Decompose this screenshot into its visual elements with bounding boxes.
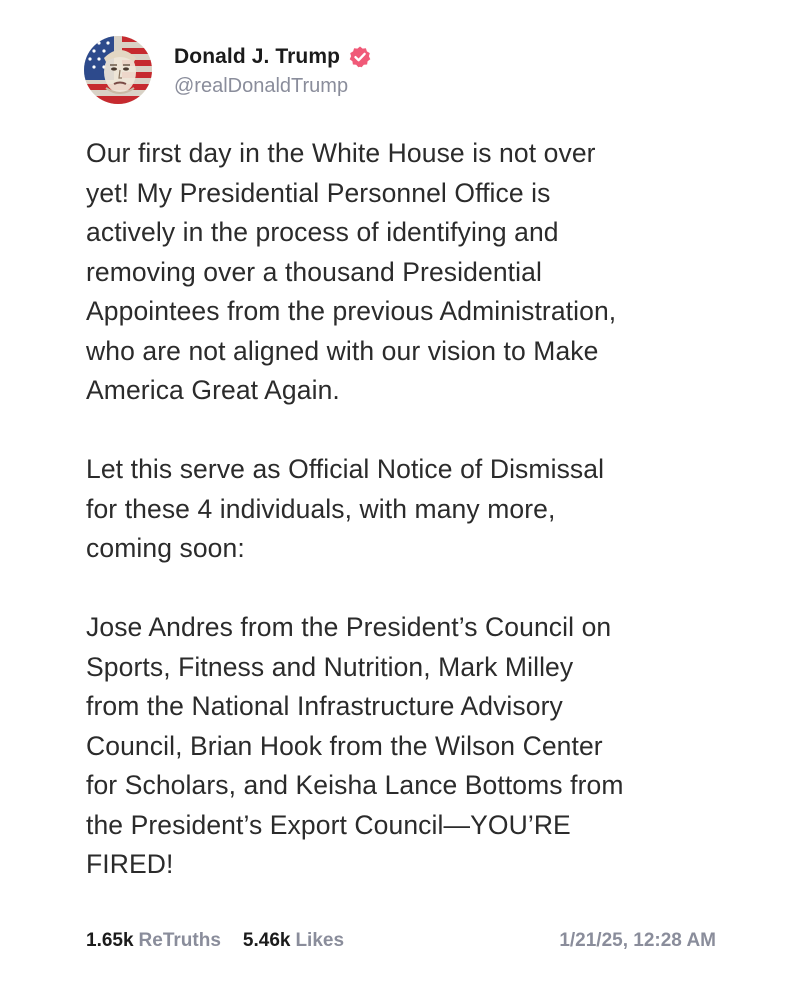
post-footer — [86, 925, 716, 957]
likes-label: Likes — [295, 930, 345, 951]
post-header — [84, 30, 372, 110]
post-line: Council, Brian Hook from the Wilson Center — [86, 730, 603, 761]
post-line: Appointees from the previous Administration, — [86, 296, 617, 326]
post-line: from the National Infrastructure Advisory — [86, 691, 563, 721]
post-paragraph — [86, 450, 726, 569]
retruths-count: 1.65k — [86, 930, 134, 951]
post-line: for these 4 individuals, with many more, — [86, 493, 556, 524]
post-line: Sports, Fitness and Nutrition, Mark Milley — [86, 651, 574, 682]
avatar-image — [84, 36, 152, 104]
post-line: Let this serve as Official Notice of Dismissal — [86, 454, 605, 484]
post-line: who are not aligned with our vision to Make — [86, 335, 599, 366]
paragraph-gap — [86, 411, 726, 451]
post-line: Jose Andres from the President’s Council on — [86, 612, 612, 642]
post-line: America Great Again. — [86, 375, 340, 405]
paragraph-gap — [86, 569, 726, 609]
post-line: FIRED! — [86, 849, 174, 879]
post-timestamp[interactable]: 1/21/25, 12:28 AM — [559, 930, 716, 951]
retruths-stat[interactable] — [86, 930, 221, 952]
post-line: yet! My Presidential Personnel Office is — [86, 177, 551, 208]
name-row — [174, 42, 372, 72]
post-line: actively in the process of identifying and — [86, 217, 559, 247]
verified-badge-icon — [348, 45, 372, 69]
post-paragraph — [86, 134, 726, 411]
post-line: for Scholars, and Keisha Lance Bottoms from — [86, 770, 624, 800]
likes-stat[interactable] — [243, 930, 344, 952]
post-line: coming soon: — [86, 533, 245, 563]
author-display-name[interactable]: Donald J. Trump — [174, 45, 341, 68]
avatar[interactable] — [84, 36, 152, 104]
post-line: the President’s Export Council—YOU’RE — [86, 809, 571, 840]
post-paragraph — [86, 608, 726, 885]
post-line: removing over a thousand Presidential — [86, 256, 542, 287]
author-handle[interactable]: @realDonaldTrump — [174, 75, 349, 97]
retruths-label: ReTruths — [138, 930, 221, 951]
post-body — [86, 134, 726, 885]
author-identity — [174, 42, 372, 98]
post-line: Our first day in the White House is not over — [86, 138, 596, 168]
likes-count: 5.46k — [242, 930, 291, 951]
